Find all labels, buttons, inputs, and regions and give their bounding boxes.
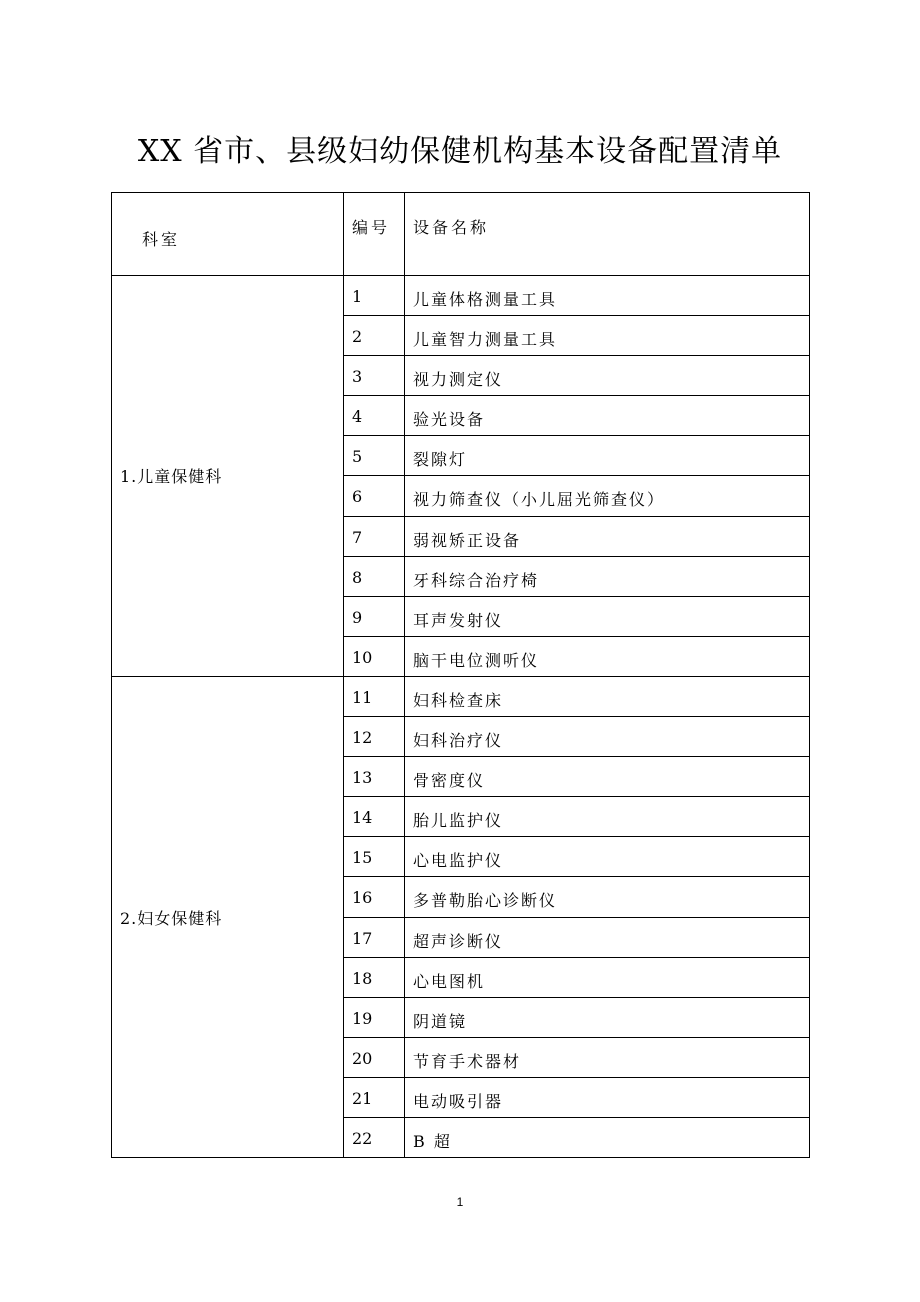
item-number-cell xyxy=(344,1077,405,1117)
item-name-cell xyxy=(405,276,810,316)
header-department: 科室 xyxy=(142,230,181,249)
item-name: 心电监护仪 xyxy=(413,851,504,871)
item-name-cell xyxy=(405,436,810,476)
item-number-cell xyxy=(344,1117,405,1157)
department-label: 2.妇女保健科 xyxy=(120,908,223,928)
item-number-cell xyxy=(344,757,405,797)
item-name-cell xyxy=(405,556,810,596)
item-number-cell xyxy=(344,676,405,716)
item-name: 视力测定仪 xyxy=(413,370,504,390)
item-number-cell xyxy=(344,877,405,917)
item-number: 10 xyxy=(352,647,373,667)
item-name-cell xyxy=(405,877,810,917)
table-row xyxy=(112,276,810,316)
item-number: 12 xyxy=(352,728,373,748)
item-number-cell xyxy=(344,436,405,476)
item-name: 视力筛查仪（小儿屈光筛查仪） xyxy=(413,490,666,510)
department-label: 1.儿童保健科 xyxy=(120,467,223,487)
item-number: 19 xyxy=(352,1008,373,1028)
item-name-cell xyxy=(405,917,810,957)
header-number-cell xyxy=(344,193,405,276)
item-number: 6 xyxy=(352,487,363,507)
item-number-cell xyxy=(344,276,405,316)
item-name-cell xyxy=(405,636,810,676)
item-name: 妇科检查床 xyxy=(413,690,504,710)
item-name: 心电图机 xyxy=(413,971,486,991)
item-name-cell xyxy=(405,1077,810,1117)
item-name: 骨密度仪 xyxy=(413,771,486,791)
item-number-cell xyxy=(344,516,405,556)
item-number: 21 xyxy=(352,1088,373,1108)
item-number-cell xyxy=(344,556,405,596)
item-name-cell xyxy=(405,396,810,436)
item-name: 妇科治疗仪 xyxy=(413,731,504,751)
item-name: 节育手术器材 xyxy=(413,1051,522,1071)
item-name-cell xyxy=(405,676,810,716)
item-name-cell xyxy=(405,356,810,396)
item-name: 儿童体格测量工具 xyxy=(413,290,558,309)
page-number: 1 xyxy=(456,1195,464,1209)
item-name-cell xyxy=(405,1117,810,1157)
item-number: 17 xyxy=(352,928,373,948)
item-name-cell xyxy=(405,1037,810,1077)
item-number: 9 xyxy=(352,607,363,627)
item-name-cell xyxy=(405,316,810,356)
item-number: 11 xyxy=(352,687,373,707)
item-name-cell xyxy=(405,516,810,556)
item-number-cell xyxy=(344,356,405,396)
item-number: 4 xyxy=(352,407,363,427)
item-name: 脑干电位测听仪 xyxy=(413,650,540,670)
table-row xyxy=(112,676,810,716)
item-name: 超声诊断仪 xyxy=(413,931,504,951)
item-number: 8 xyxy=(352,567,363,587)
item-number-cell xyxy=(344,917,405,957)
item-name-cell xyxy=(405,797,810,837)
item-number: 18 xyxy=(352,968,373,988)
item-name-cell xyxy=(405,957,810,997)
header-department-cell xyxy=(112,193,344,276)
item-name: 多普勒胎心诊断仪 xyxy=(413,891,558,911)
item-number-cell xyxy=(344,596,405,636)
item-number-cell xyxy=(344,396,405,436)
item-number-cell xyxy=(344,1037,405,1077)
item-number-cell xyxy=(344,837,405,877)
item-number: 13 xyxy=(352,768,373,788)
table-header-row xyxy=(112,193,810,276)
department-cell xyxy=(112,276,344,677)
item-name: 耳声发射仪 xyxy=(413,610,504,630)
item-number-cell xyxy=(344,717,405,757)
item-name: 裂隙灯 xyxy=(413,450,468,470)
item-number: 20 xyxy=(352,1048,373,1068)
equipment-table xyxy=(111,192,810,1158)
item-name-cell xyxy=(405,717,810,757)
item-number: 16 xyxy=(352,888,373,908)
item-name-cell xyxy=(405,757,810,797)
item-name: 验光设备 xyxy=(413,410,486,430)
item-number-cell xyxy=(344,636,405,676)
item-name-cell xyxy=(405,596,810,636)
header-name-cell xyxy=(405,193,810,276)
item-number: 1 xyxy=(352,287,363,306)
item-number-cell xyxy=(344,957,405,997)
item-name: B 超 xyxy=(413,1131,452,1151)
item-number: 14 xyxy=(352,808,373,828)
item-number-cell xyxy=(344,797,405,837)
item-number: 22 xyxy=(352,1128,373,1148)
item-number-cell xyxy=(344,476,405,516)
item-number: 2 xyxy=(352,327,363,347)
item-name: 胎儿监护仪 xyxy=(413,811,504,831)
item-name-cell xyxy=(405,837,810,877)
item-number-cell xyxy=(344,997,405,1037)
item-name: 弱视矫正设备 xyxy=(413,530,522,550)
department-cell xyxy=(112,676,344,1157)
item-number-cell xyxy=(344,316,405,356)
item-name-cell xyxy=(405,997,810,1037)
item-name: 儿童智力测量工具 xyxy=(413,330,558,350)
document-title: XX 省市、县级妇幼保健机构基本设备配置清单 xyxy=(137,134,783,169)
item-name-cell xyxy=(405,476,810,516)
equipment-table-body xyxy=(112,193,810,1158)
item-number: 5 xyxy=(352,447,363,467)
item-name: 电动吸引器 xyxy=(413,1091,504,1111)
header-name: 设备名称 xyxy=(413,218,490,237)
item-number: 15 xyxy=(352,848,373,868)
item-name: 牙科综合治疗椅 xyxy=(413,570,540,590)
item-number: 3 xyxy=(352,367,363,387)
header-number: 编号 xyxy=(352,218,391,237)
item-name: 阴道镜 xyxy=(413,1011,468,1031)
item-number: 7 xyxy=(352,527,363,547)
